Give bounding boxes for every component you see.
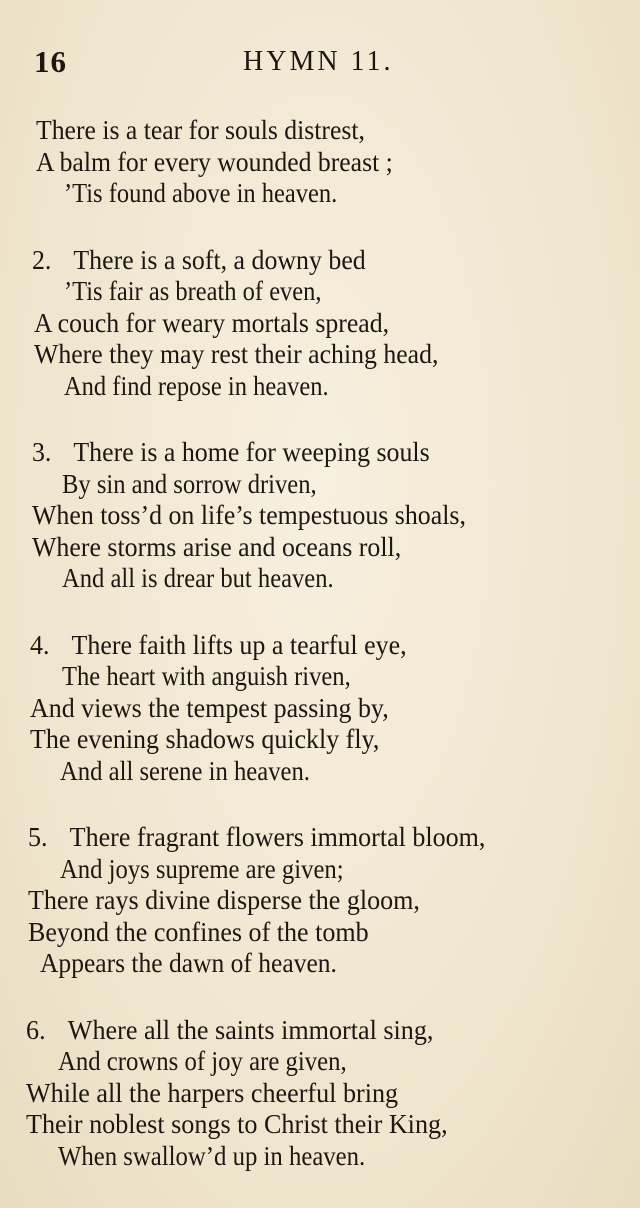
hymn-text	[0, 114, 640, 1206]
verse-line-text: There is a home for weeping souls	[73, 436, 430, 467]
verse-line: A balm for every wounded breast ;	[36, 145, 393, 177]
stanza	[0, 821, 640, 979]
verse-line: The heart with anguish riven,	[62, 660, 351, 691]
verse-line: Where storms arise and oceans roll,	[32, 530, 402, 562]
verse-line: And all is drear but heaven.	[62, 562, 334, 593]
verse-line: While all the harpers cheerful bring	[26, 1076, 399, 1108]
stanza	[0, 1014, 640, 1172]
verse-line: Beyond the confines of the tomb	[28, 915, 369, 947]
page-number: 16	[34, 44, 67, 79]
verse-line: When toss’d on life’s tempestuous shoals,	[32, 499, 466, 530]
verse-line-first	[32, 244, 634, 276]
page-header	[0, 44, 640, 84]
verse-line-first	[26, 1014, 634, 1046]
verse-line-text: There faith lifts up a tearful eye,	[71, 628, 407, 660]
verse-line: When swallow’d up in heaven.	[58, 1139, 366, 1171]
verse-line: And views the tempest passing by,	[30, 691, 389, 723]
verse-line: There is a tear for souls distrest,	[36, 114, 365, 145]
verse-line: And crowns of joy are given,	[58, 1045, 347, 1076]
stanza-number: 2.	[32, 243, 52, 275]
verse-line-first	[32, 436, 634, 468]
verse-line: Appears the dawn of heaven.	[40, 947, 337, 978]
verse-line-first	[28, 821, 634, 853]
verse-line: ’Tis found above in heaven.	[64, 177, 338, 208]
verse-line-text: There is a soft, a downy bed	[73, 243, 366, 275]
stanza	[0, 244, 640, 402]
verse-line: ’Tis fair as breath of even,	[64, 275, 322, 306]
stanza	[0, 114, 640, 209]
verse-line: There rays divine disperse the gloom,	[28, 884, 420, 915]
verse-line-text: Where all the saints immortal sing,	[67, 1013, 434, 1045]
verse-line: And find repose in heaven.	[64, 369, 329, 401]
verse-line: And all serene in heaven.	[60, 754, 310, 786]
stanza-number: 4.	[30, 628, 50, 660]
verse-line: The evening shadows quickly fly,	[30, 723, 380, 754]
verse-line-first	[30, 629, 634, 661]
stanza-number: 3.	[32, 436, 52, 467]
running-head: HYMN 11.	[243, 46, 394, 77]
verse-line: Where they may rest their aching head,	[34, 338, 439, 369]
verse-line: By sin and sorrow driven,	[62, 467, 317, 499]
verse-line-text: There fragrant flowers immortal bloom,	[69, 821, 486, 852]
verse-line: And joys supreme are given;	[60, 852, 344, 884]
stanza-number: 5.	[28, 821, 48, 852]
stanza-number: 6.	[26, 1013, 46, 1045]
verse-line: A couch for weary mortals spread,	[34, 306, 390, 338]
verse-line: Their noblest songs to Christ their King,	[26, 1108, 448, 1139]
stanza	[0, 629, 640, 787]
stanza	[0, 436, 640, 594]
